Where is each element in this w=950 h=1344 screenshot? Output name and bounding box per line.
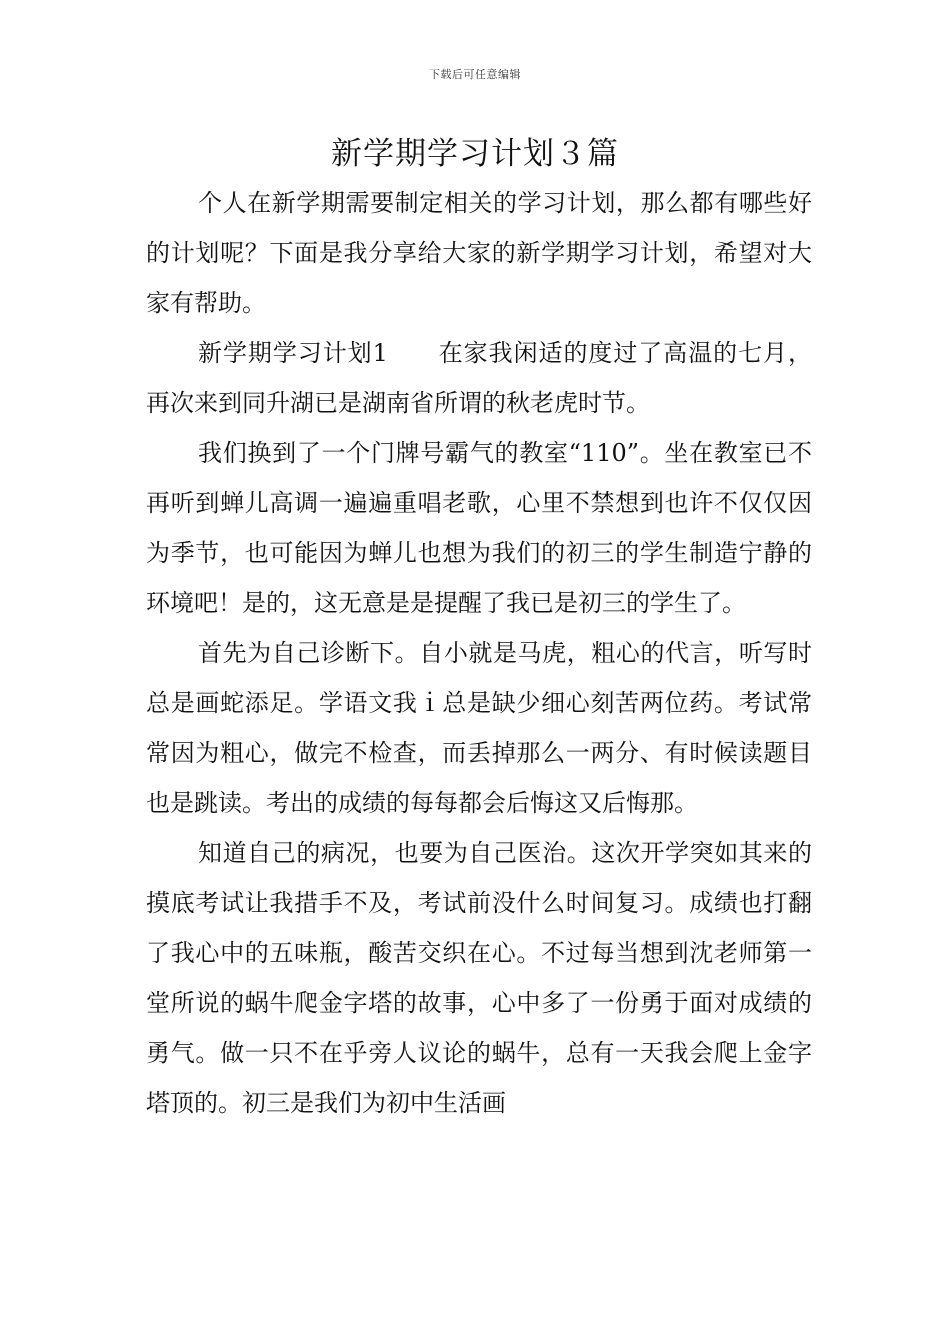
paragraph-self-diagnosis: 首先为自己诊断下。自小就是马虎，粗心的代言，听写时总是画蛇添足。学语文我ｉ总是缺少细心刻苦两位药。考试常常因为粗心，做完不检查，而丢掉那么一两分、有时候读题目也是跳读。考出的成绩的每每都会后悔这又后悔那。 (146, 639, 812, 817)
paragraph-plan-1-opening: 新学期学习计划1 在家我闲适的度过了高温的七月，再次来到同升湖已是湖南省所谓的秋老虎时节。 (146, 339, 812, 417)
paragraph-classroom: 我们换到了一个门牌号霸气的教室“110”。坐在教室已不再听到蝉儿高调一遍遍重唱老歌，心里不禁想到也许不仅仅因为季节，也可能因为蝉儿也想为我们的初三的学生制造宁静的环境吧！是的，这无意是是提醒了我已是初三的学生了。 (146, 439, 812, 617)
paragraph-intro: 个人在新学期需要制定相关的学习计划，那么都有哪些好的计划呢？下面是我分享给大家的新学期学习计划，希望对大家有帮助。 (146, 189, 812, 317)
document-body (146, 178, 812, 1128)
paragraph-remedy: 知道自己的病况，也要为自己医治。这次开学突如其来的摸底考试让我措手不及，考试前没什么时间复习。成绩也打翻了我心中的五味瓶，酸苦交织在心。不过每当想到沈老师第一堂所说的蜗牛爬金字塔的故事，心中多了一份勇于面对成绩的勇气。做一只不在乎旁人议论的蜗牛，总有一天我会爬上金字塔顶的。初三是我们为初中生活画 (146, 839, 812, 1117)
header-note: 下载后可任意编辑 (429, 68, 521, 81)
document-title: 新学期学习计划３篇 (331, 136, 619, 172)
